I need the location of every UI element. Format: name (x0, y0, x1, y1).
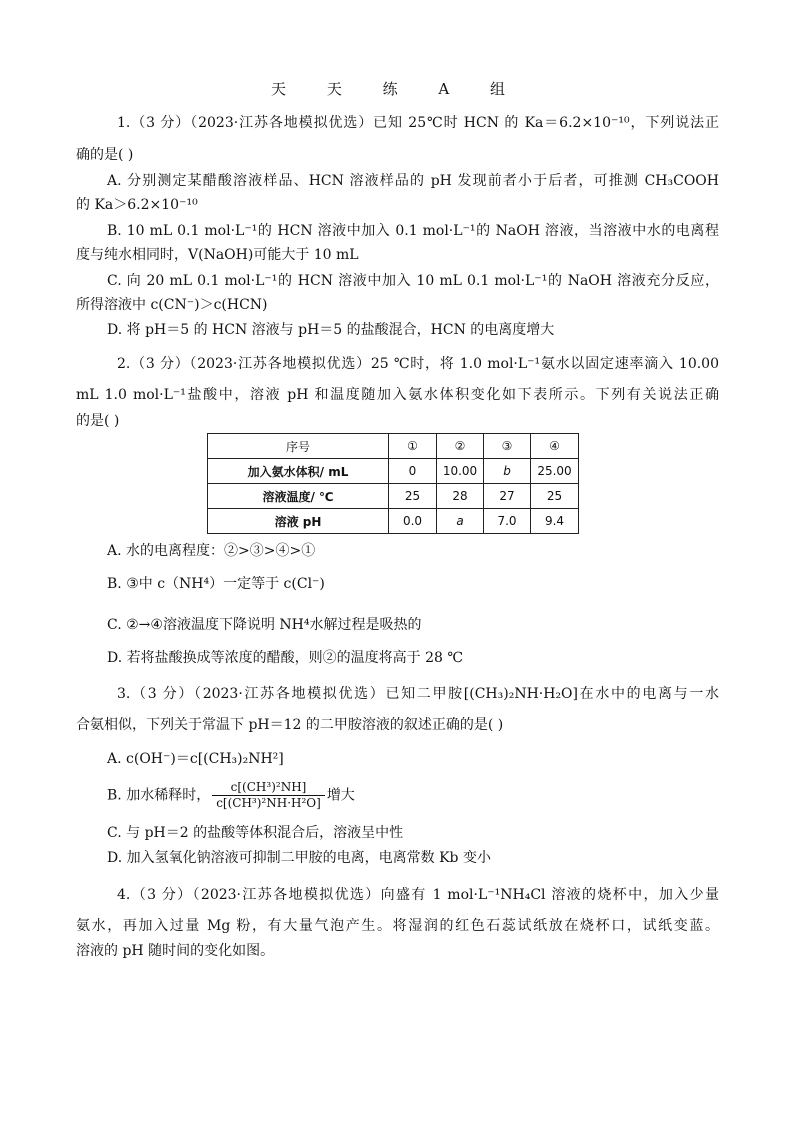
q2-option-d: D. 若将盐酸换成等浓度的醋酸，则②的温度将高于 28 ℃ (107, 650, 464, 666)
table-header-cell: ① (389, 434, 437, 459)
q1-option-d: D. 将 pH＝5 的 HCN 溶液与 pH＝5 的盐酸混合，HCN 的电离度增大 (107, 322, 555, 338)
q2-option-c: C. ②→④溶液温度下降说明 NH⁴水解过程是吸热的 (107, 617, 422, 633)
q4-stem-line-1: 4.（3 分）（2023·江苏各地模拟优选）向盛有 1 mol·L⁻¹NH₄Cl 溶液的烧杯中，加入少量 (117, 887, 719, 903)
table-header-row (208, 434, 579, 459)
q1-option-c-line-2: 所得溶液中 c(CN⁻)＞c(HCN) (76, 297, 268, 313)
table-header-cell: ② (437, 434, 484, 459)
table-cell: 25 (531, 484, 579, 509)
table-cell: 25.00 (531, 459, 579, 484)
q4-stem-line-3: 溶液的 pH 随时间的变化如图。 (76, 943, 275, 959)
q2-stem-line-3: 的是( ) (76, 413, 120, 429)
q4-stem-line-2: 氨水，再加入过量 Mg 粉，有大量气泡产生。将湿润的红色石蕊试纸放在烧杯口，试纸变蓝。 (76, 918, 719, 934)
q1-option-b-line-1: B. 10 mL 0.1 mol·L⁻¹的 HCN 溶液中加入 0.1 mol·L⁻¹的 NaOH 溶液，当溶液中水的电离程 (107, 223, 719, 239)
table-cell: b (484, 459, 531, 484)
fraction-denominator: c[(CH³)²NH·H²O] (216, 796, 321, 810)
table-header-cell: 序号 (208, 434, 389, 459)
q3-option-c: C. 与 pH＝2 的盐酸等体积混合后，溶液呈中性 (107, 825, 404, 841)
table-cell: 9.4 (531, 509, 579, 534)
page-title: 天 天 练 A 组 (271, 80, 523, 98)
table-row (208, 484, 579, 509)
table-row-label: 溶液温度/ ℃ (208, 484, 389, 509)
table-row-label: 加入氨水体积/ mL (208, 459, 389, 484)
q1-option-a-line-2: 的 Ka＞6.2×10⁻¹⁰ (76, 197, 198, 213)
q3-option-b-fraction (212, 780, 325, 811)
q3-stem-line-1: 3.（3 分）（2023·江苏各地模拟优选）已知二甲胺[(CH₃)₂NH·H₂O]在水中的电离与一水 (117, 686, 719, 702)
table-cell: a (437, 509, 484, 534)
q3-option-d: D. 加入氢氧化钠溶液可抑制二甲胺的电离，电离常数 Kb 变小 (107, 850, 491, 866)
table-row (208, 509, 579, 534)
table-cell: 10.00 (437, 459, 484, 484)
q3-stem-line-2: 合氨相似，下列关于常温下 pH＝12 的二甲胺溶液的叙述正确的是( ) (76, 717, 504, 733)
table-cell: 27 (484, 484, 531, 509)
q3-option-b-suffix: 增大 (326, 787, 355, 804)
table-cell: 0 (389, 459, 437, 484)
q2-stem-line-1: 2.（3 分）（2023·江苏各地模拟优选）25 ℃时，将 1.0 mol·L⁻¹氨水以固定速率滴入 10.00 (117, 356, 719, 372)
table-cell: 28 (437, 484, 484, 509)
q3-option-a: A. c(OH⁻)＝c[(CH₃)₂NH²] (107, 751, 284, 767)
q1-option-a-line-1: A. 分别测定某醋酸溶液样品、HCN 溶液样品的 pH 发现前者小于后者，可推测 CH₃COOH (107, 173, 719, 189)
table-cell: 7.0 (484, 509, 531, 534)
q3-option-b-prefix: B. 加水稀释时， (107, 787, 211, 804)
table-row (208, 459, 579, 484)
q1-stem-line-1: 1.（3 分）（2023·江苏各地模拟优选）已知 25℃时 HCN 的 Ka＝6.2×10⁻¹⁰，下列说法正 (117, 115, 719, 131)
fraction-numerator: c[(CH³)²NH] (212, 780, 325, 796)
table-row-label: 溶液 pH (208, 509, 389, 534)
table-cell: 25 (389, 484, 437, 509)
q1-option-c-line-1: C. 向 20 mL 0.1 mol·L⁻¹的 HCN 溶液中加入 10 mL 0.1 mol·L⁻¹的 NaOH 溶液充分反应， (107, 273, 719, 289)
q1-option-b-line-2: 度与纯水相同时，V(NaOH)可能大于 10 mL (76, 247, 359, 263)
q2-option-a: A. 水的电离程度：②>③>④>① (107, 543, 316, 559)
table-cell: 0.0 (389, 509, 437, 534)
q2-stem-line-2: mL 1.0 mol·L⁻¹盐酸中，溶液 pH 和温度随加入氨水体积变化如下表所示。下列有关说法正确 (76, 387, 719, 403)
table-header-cell: ④ (531, 434, 579, 459)
q1-stem-line-2: 确的是( ) (76, 147, 134, 163)
q2-data-table (207, 433, 579, 534)
q2-option-b: B. ③中 c（NH⁴）一定等于 c(Cl⁻) (107, 576, 325, 592)
table-header-cell: ③ (484, 434, 531, 459)
q3-option-b (107, 780, 355, 811)
